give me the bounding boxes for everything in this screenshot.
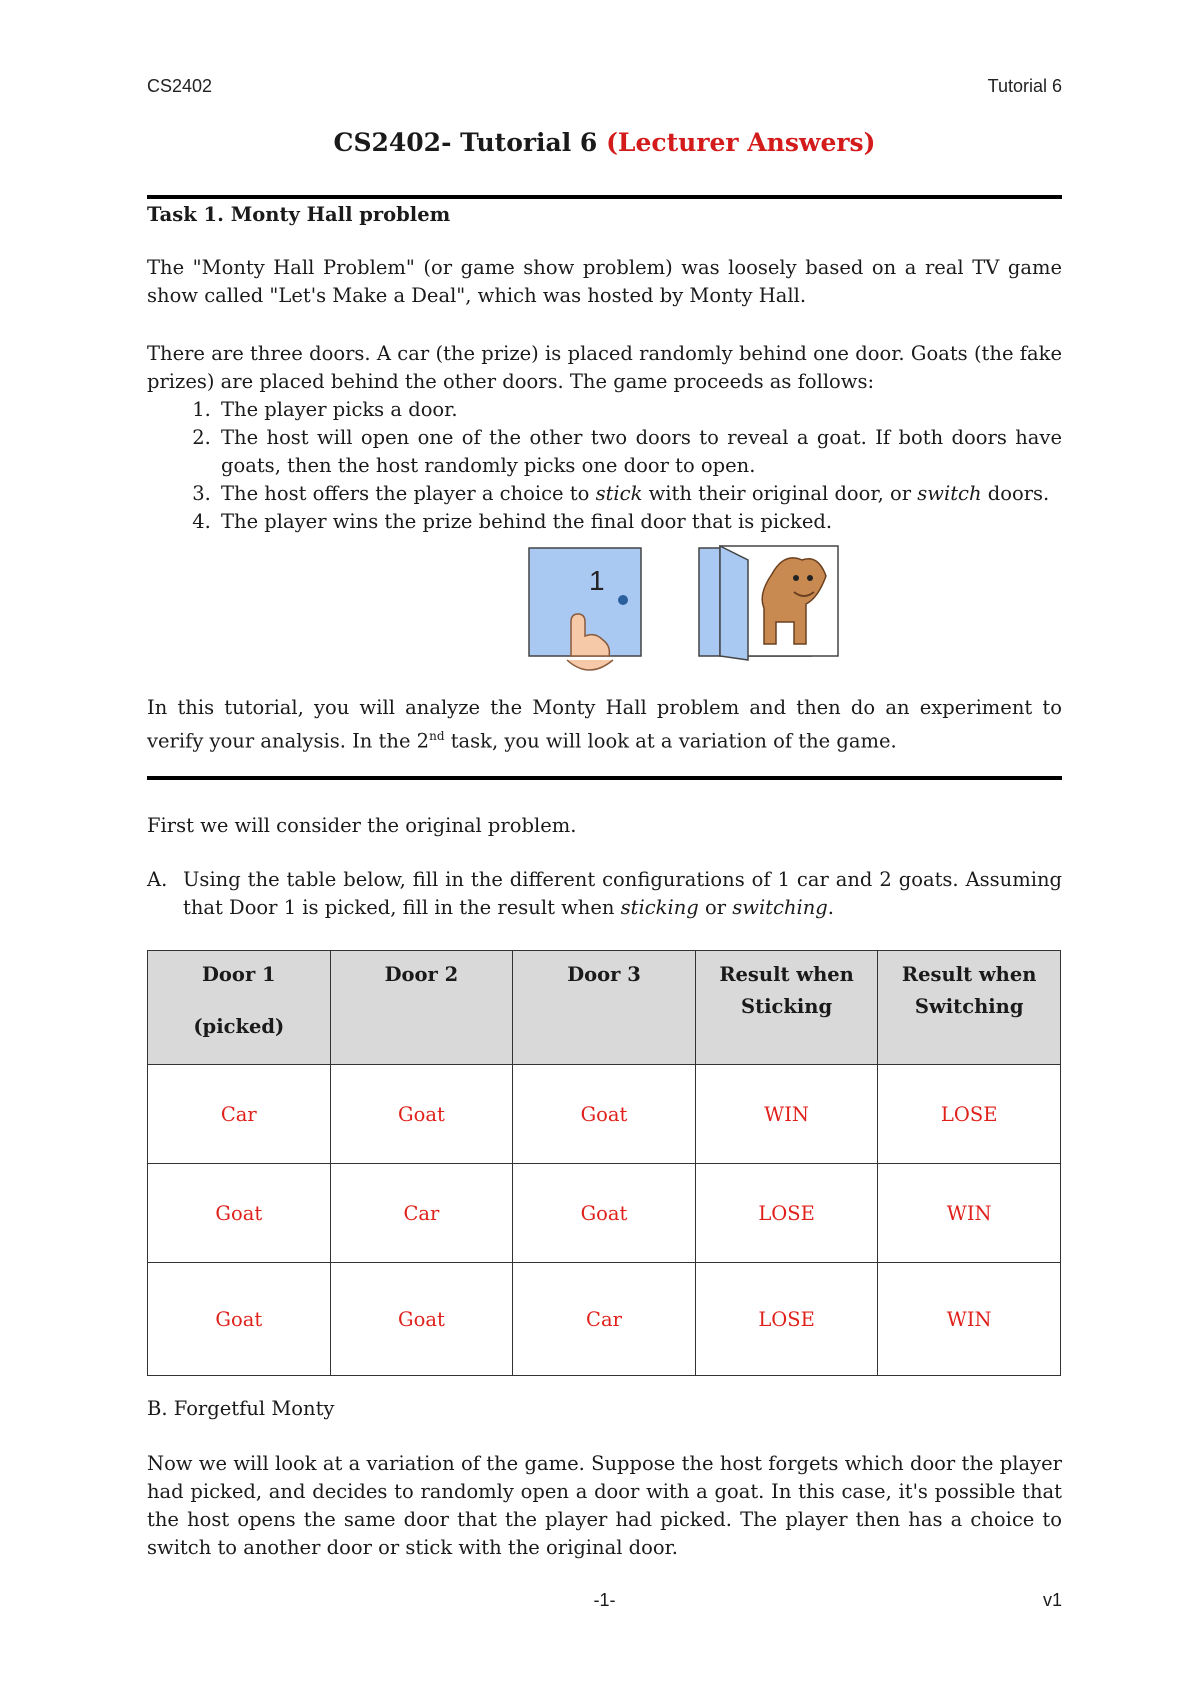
- header-tutorial: Tutorial 6: [987, 76, 1062, 96]
- part-a-label: A.: [147, 868, 168, 891]
- table-cell: Goat: [148, 1263, 331, 1376]
- page-header: [147, 76, 1062, 100]
- header-door-1: Door 1 (picked): [148, 951, 331, 1065]
- table-row: [148, 1263, 1061, 1376]
- table-cell: Car: [148, 1065, 331, 1164]
- part-a-question: [147, 866, 1062, 922]
- title-suffix: (Lecturer Answers): [606, 128, 876, 157]
- table-cell: Car: [513, 1263, 696, 1376]
- part-b-text: Now we will look at a variation of the game. Suppose the host forgets which door the player had picked, and decides to randomly open a door with a goat. In this case, it's possible that the host opens the same door that the player had picked. The player then has a choice to switch to another door or stick with the original door.: [147, 1452, 1062, 1559]
- table-cell: Goat: [513, 1065, 696, 1164]
- step-1: 1. The player picks a door.: [217, 396, 1062, 424]
- door-1: [529, 548, 641, 670]
- door-1-number: 1: [589, 565, 605, 596]
- section-divider-top: [147, 195, 1062, 199]
- title-main: CS2402- Tutorial 6: [333, 128, 598, 157]
- table-cell: LOSE: [878, 1065, 1061, 1164]
- step-4: 4. The player wins the prize behind the final door that is picked.: [217, 508, 1062, 536]
- task1-heading: Task 1. Monty Hall problem: [147, 203, 451, 226]
- table-cell: Goat: [513, 1164, 696, 1263]
- step-2: 2. The host will open one of the other two doors to reveal a goat. If both doors have goats, then the host randomly picks one door to open.: [217, 424, 1062, 480]
- page-footer: [147, 1590, 1062, 1614]
- page-number: -1-: [593, 1590, 616, 1610]
- document-page: [147, 0, 1062, 1696]
- table-cell: WIN: [878, 1164, 1061, 1263]
- part-a-lead: First we will consider the original problem.: [147, 814, 577, 837]
- header-result-sticking: Result when Sticking: [695, 951, 878, 1065]
- table-cell: Goat: [330, 1065, 513, 1164]
- part-b-heading: B. Forgetful Monty: [147, 1397, 335, 1420]
- table-row: [148, 1065, 1061, 1164]
- door-3-goat: [714, 544, 844, 666]
- configuration-table: [147, 950, 1061, 1376]
- task1-analysis: In this tutorial, you will analyze the Monty Hall problem and then do an experiment to verify your analysis. In the 2nd task, you will look at a variation of the game.: [147, 696, 1062, 753]
- page-title: [147, 128, 1062, 157]
- header-door-2: Door 2: [330, 951, 513, 1065]
- task1-rules-intro: There are three doors. A car (the prize) is placed randomly behind one door. Goats (the fake prizes) are placed behind the other doors. The game proceeds as follows:: [147, 342, 1062, 393]
- step-3: 3. The host offers the player a choice to stick with their original door, or switch doors.: [217, 480, 1062, 508]
- document-version: v1: [1042, 1590, 1062, 1610]
- section-divider-bottom: [147, 776, 1062, 780]
- part-a-text: Using the table below, fill in the different configurations of 1 car and 2 goats. Assuming that Door 1 is picked, fill in the result when sticking or switching.: [183, 868, 1062, 919]
- table-cell: WIN: [695, 1065, 878, 1164]
- table-header-row: [148, 951, 1061, 1065]
- game-steps-list: [147, 396, 1062, 536]
- header-door-3: Door 3: [513, 951, 696, 1065]
- header-result-switching: Result when Switching: [878, 951, 1061, 1065]
- table-cell: LOSE: [695, 1164, 878, 1263]
- table-cell: WIN: [878, 1263, 1061, 1376]
- table-cell: Goat: [330, 1263, 513, 1376]
- table-cell: LOSE: [695, 1263, 878, 1376]
- header-course: CS2402: [147, 76, 213, 96]
- task1-intro: The "Monty Hall Problem" (or game show problem) was loosely based on a real TV game show called "Let's Make a Deal", which was hosted by Monty Hall.: [147, 256, 1062, 307]
- table-cell: Goat: [148, 1164, 331, 1263]
- table-row: [148, 1164, 1061, 1263]
- table-cell: Car: [330, 1164, 513, 1263]
